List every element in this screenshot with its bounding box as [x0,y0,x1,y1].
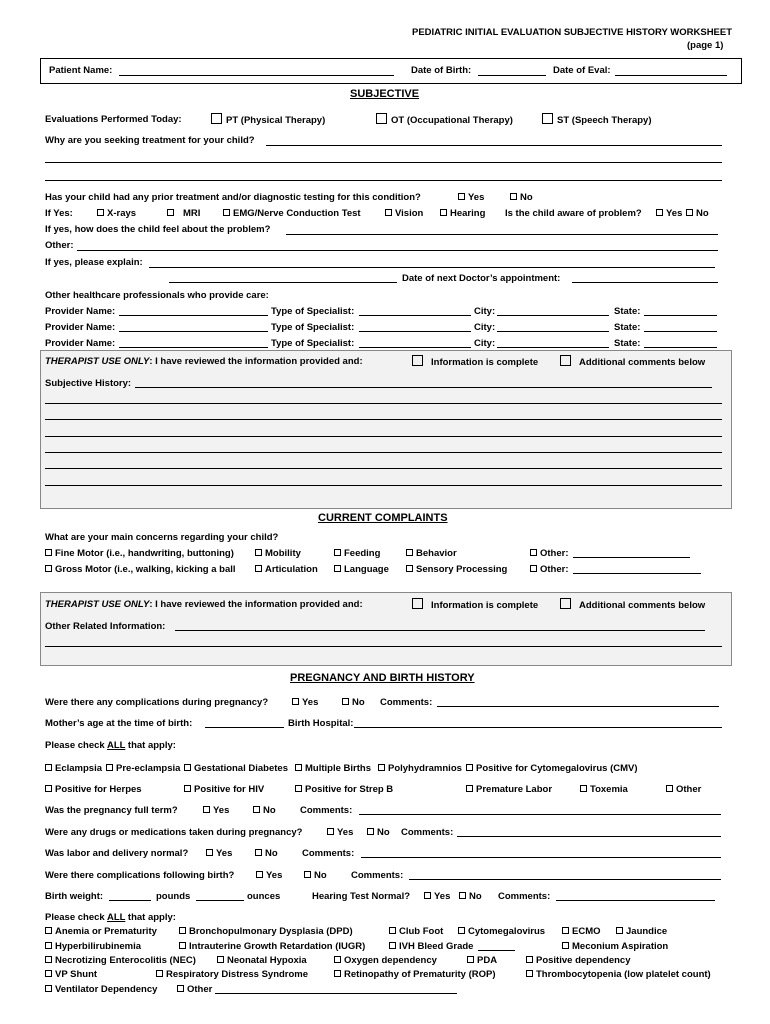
st-checkbox[interactable] [542,113,652,126]
ifyes-label: If Yes: [45,208,73,219]
type-label: Type of Specialist: [271,338,355,349]
provider-field[interactable] [119,315,268,316]
anemia-check[interactable] [45,926,157,937]
page-number: (page 1) [687,40,724,51]
oxygen-check[interactable] [334,955,437,966]
toxemia-check[interactable] [580,784,628,795]
sensory-check[interactable] [406,564,507,575]
articulation-check[interactable] [255,564,318,575]
thrombocytopenia-label: Thrombocytopenia (low platelet count) [536,969,711,980]
yes-label: Yes [216,848,233,859]
state-field[interactable] [644,347,717,348]
preeclampsia-label: Pre-eclampsia [116,763,181,774]
yes-label: Yes [337,827,354,838]
prior-question: Has your child had any prior treatment and/or diagnostic testing for this condition? [45,192,421,203]
aware-question: Is the child aware of problem? [505,208,642,219]
additional-label-1: Additional comments below [579,357,706,368]
provider-label: Provider Name: [45,306,116,317]
ventilator-check[interactable] [45,984,157,995]
type-label: Type of Specialist: [271,322,355,333]
nec-label: Necrotizing Enterocolitis (NEC) [55,955,196,966]
evals-label: Evaluations Performed Today: [45,114,182,125]
mri-check[interactable] [167,208,200,219]
clubfoot-check[interactable] [389,926,443,937]
check-all-emph: ALL [106,912,126,923]
complications-yes[interactable] [292,697,318,708]
ounces-label: ounces [247,891,281,902]
meconium-check[interactable] [562,941,668,952]
rop-label: Retinopathy of Prematurity (ROP) [344,969,496,980]
provider-label: Provider Name: [45,322,116,333]
jaundice-label: Jaundice [626,926,668,937]
no-label: No [377,827,390,838]
hearing-check[interactable] [440,208,485,219]
oxygen-label: Oxygen dependency [344,955,437,966]
patient-name-field[interactable] [119,75,394,76]
ivh-grade-field[interactable] [478,950,515,951]
patient-info-box [40,58,742,84]
dob-field[interactable] [478,75,546,76]
other-birth-label: Other [187,984,213,995]
followcomp-comments-label: Comments: [351,870,404,881]
check-all-pre: Please check [45,912,107,923]
city-label: City: [474,306,496,317]
premature-labor-check[interactable] [466,784,552,795]
iugr-label: Intrauterine Growth Retardation (IUGR) [189,941,366,952]
explain-field-2[interactable] [169,282,397,283]
rop-check[interactable] [334,969,496,980]
provider-field[interactable] [119,347,268,348]
type-label: Type of Specialist: [271,306,355,317]
labor-yes[interactable] [206,848,232,859]
labor-no[interactable] [255,848,278,859]
hiv-label: Positive for HIV [194,784,265,795]
sensory-label: Sensory Processing [416,564,508,575]
aware-no-label: No [696,208,709,219]
iugr-check[interactable] [179,941,365,952]
multiple-births-label: Multiple Births [305,763,371,774]
check-all-label-2 [45,912,176,923]
why-line-3[interactable] [45,180,722,181]
positive-dependency-label: Positive dependency [536,955,631,966]
other-related-field[interactable] [175,630,705,631]
check-all-post: that apply: [125,740,176,751]
ventilator-label: Ventilator Dependency [55,984,158,995]
city-label: City: [474,338,496,349]
type-field[interactable] [359,331,471,332]
hearing-yes[interactable] [424,891,450,902]
therapist-label-2: THERAPIST USE ONLY [45,599,150,610]
strepb-label: Positive for Strep B [305,784,394,795]
concerns-question: What are your main concerns regarding your child? [45,532,279,543]
city-field[interactable] [497,331,609,332]
bpd-label: Bronchopulmonary Dysplasia (DPD) [189,926,353,937]
complete-checkbox-2[interactable] [412,598,538,611]
rds-check[interactable] [156,969,308,980]
emg-check[interactable] [223,208,361,219]
other-concern-label: Other: [540,548,569,559]
prior-no[interactable] [510,192,533,203]
state-label: State: [614,322,641,333]
prior-yes[interactable] [458,192,484,203]
herpes-label: Positive for Herpes [55,784,142,795]
complaints-heading: CURRENT COMPLAINTS [318,512,448,524]
state-field[interactable] [644,331,717,332]
hyperbilirubinemia-label: Hyperbilirubinemia [55,941,142,952]
worksheet-title: PEDIATRIC INITIAL EVALUATION SUBJECTIVE HISTORY WORKSHEET [412,27,733,38]
hypoxia-check[interactable] [217,955,307,966]
cytomegalovirus-label: Cytomegalovirus [468,926,546,937]
hearing-test-label: Hearing Test Normal? [312,891,411,902]
articulation-label: Articulation [265,564,318,575]
other-concern-field-2[interactable] [573,573,701,574]
hearing-label: Hearing [450,208,486,219]
mothers-age-label: Mother’s age at the time of birth: [45,718,193,729]
other-concern-check-2[interactable] [530,564,569,575]
eclampsia-check[interactable] [45,763,102,774]
pounds-field[interactable] [109,900,151,901]
bpd-check[interactable] [179,926,353,937]
subjective-history-label: Subjective History: [45,378,132,389]
history-line[interactable] [45,419,722,420]
fullterm-no[interactable] [253,805,276,816]
language-check[interactable] [334,564,389,575]
aware-no[interactable] [686,208,709,219]
ot-label: OT (Occupational Therapy) [391,115,513,126]
additional-checkbox-2[interactable] [560,598,705,611]
ot-checkbox[interactable] [376,113,513,126]
ivh-label: IVH Bleed Grade [399,941,474,952]
complete-checkbox-1[interactable] [412,355,538,368]
prior-yes-label: Yes [468,192,485,203]
check-all-label [45,740,176,751]
history-line[interactable] [45,485,722,486]
hypoxia-label: Neonatal Hypoxia [227,955,307,966]
vision-check[interactable] [385,208,423,219]
drugs-no[interactable] [367,827,390,838]
mobility-label: Mobility [265,548,301,559]
birth-hospital-field[interactable] [354,727,722,728]
other-cond-check[interactable] [666,784,701,795]
no-label: No [265,848,278,859]
fine-motor-check[interactable] [45,548,234,559]
fullterm-yes[interactable] [203,805,229,816]
vpshunt-label: VP Shunt [55,969,98,980]
feeding-label: Feeding [344,548,381,559]
therapist-note-2 [45,599,363,610]
xrays-label: X-rays [107,208,137,219]
gross-motor-check[interactable] [45,564,236,575]
complications-no[interactable] [342,697,365,708]
birth-hospital-label: Birth Hospital: [288,718,354,729]
no-label: No [314,870,327,881]
check-all-pre: Please check [45,740,107,751]
history-field[interactable] [135,387,712,388]
doe-field[interactable] [615,75,727,76]
state-label: State: [614,338,641,349]
fullterm-comments-field[interactable] [359,814,721,815]
complications-question: Were there any complications during pregnancy? [45,697,269,708]
hyperbilirubinemia-check[interactable] [45,941,141,952]
state-field[interactable] [644,315,717,316]
city-field[interactable] [497,347,609,348]
other-concern-label-2: Other: [540,564,569,575]
why-line-2[interactable] [45,162,722,163]
other-birth-field[interactable] [215,993,457,994]
preeclampsia-check[interactable] [106,763,180,774]
premature-labor-label: Premature Labor [476,784,553,795]
explain-field[interactable] [149,267,715,268]
gestational-diabetes-check[interactable] [184,763,288,774]
drugs-question: Were any drugs or medications taken during pregnancy? [45,827,303,838]
toxemia-label: Toxemia [590,784,628,795]
strepb-check[interactable] [295,784,393,795]
anemia-label: Anemia or Prematurity [55,926,157,937]
thrombocytopenia-check[interactable] [526,969,711,980]
no-label: No [263,805,276,816]
dob-label: Date of Birth: [411,65,472,76]
feeding-check[interactable] [334,548,380,559]
fullterm-question: Was the pregnancy full term? [45,805,178,816]
explain-label: If yes, please explain: [45,257,143,268]
emg-label: EMG/Nerve Conduction Test [233,208,361,219]
cmv-check[interactable] [466,763,638,774]
gross-motor-label: Gross Motor (i.e., walking, kicking a ball [55,564,236,575]
eclampsia-label: Eclampsia [55,763,102,774]
hiv-check[interactable] [184,784,264,795]
yes-label: Yes [434,891,451,902]
cytomegalovirus-check[interactable] [458,926,545,937]
xrays-check[interactable] [97,208,136,219]
other-related-label: Other Related Information: [45,621,166,632]
drugs-comments-field[interactable] [457,836,721,837]
comments-field[interactable] [437,706,719,707]
nextappt-label: Date of next Doctor’s appointment: [402,273,561,284]
type-field[interactable] [359,347,471,348]
otherpros-label: Other healthcare professionals who provide care: [45,290,269,301]
ounces-field[interactable] [196,900,244,901]
mri-label: MRI [183,208,201,219]
pt-checkbox[interactable] [211,113,325,126]
other-concern-check[interactable] [530,548,569,559]
drugs-comments-label: Comments: [401,827,454,838]
history-line[interactable] [45,452,722,453]
complete-label-2: Information is complete [431,600,539,611]
labor-question: Was labor and delivery normal? [45,848,189,859]
pda-label: PDA [477,955,498,966]
followcomp-no[interactable] [304,870,327,881]
positive-dependency-check[interactable] [526,955,631,966]
gestational-diabetes-label: Gestational Diabetes [194,763,288,774]
city-field[interactable] [497,315,609,316]
complete-label-1: Information is complete [431,357,539,368]
yes-label: Yes [302,697,319,708]
no-label: No [469,891,482,902]
patient-name-label: Patient Name: [49,65,113,76]
feel-field[interactable] [286,234,718,235]
therapist-text-2: : I have reviewed the information provided and: [149,599,363,610]
st-label: ST (Speech Therapy) [557,115,652,126]
herpes-check[interactable] [45,784,142,795]
followcomp-question: Were there complications following birth? [45,870,235,881]
why-question: Why are you seeking treatment for your child? [45,135,255,146]
pda-check[interactable] [467,955,497,966]
therapist-label-1: THERAPIST USE ONLY [45,356,150,367]
vision-label: Vision [395,208,424,219]
other-label: Other: [45,240,74,251]
pt-label: PT (Physical Therapy) [226,115,326,126]
mobility-check[interactable] [255,548,301,559]
history-line[interactable] [45,436,722,437]
language-label: Language [344,564,389,575]
check-all-emph: ALL [106,740,126,751]
check-all-post: that apply: [125,912,176,923]
nec-check[interactable] [45,955,196,966]
meconium-label: Meconium Aspiration [572,941,669,952]
other-field[interactable] [77,250,718,251]
mothers-age-field[interactable] [205,727,284,728]
aware-yes-label: Yes [666,208,683,219]
behavior-check[interactable] [406,548,457,559]
pounds-label: pounds [156,891,191,902]
birth-weight-label: Birth weight: [45,891,104,902]
other-concern-field[interactable] [573,557,690,558]
provider-label: Provider Name: [45,338,116,349]
followcomp-comments-field[interactable] [409,879,721,880]
ecmo-label: ECMO [572,926,601,937]
why-field[interactable] [266,145,722,146]
vpshunt-check[interactable] [45,969,97,980]
clubfoot-label: Club Foot [399,926,444,937]
comments-label: Comments: [380,697,433,708]
doe-label: Date of Eval: [553,65,611,76]
labor-comments-label: Comments: [302,848,355,859]
state-label: State: [614,306,641,317]
aware-yes[interactable] [656,208,682,219]
other-birth-check[interactable] [177,984,212,995]
fine-motor-label: Fine Motor (i.e., handwriting, buttoning) [55,548,234,559]
followcomp-yes[interactable] [256,870,282,881]
yes-label: Yes [213,805,230,816]
history-line[interactable] [45,403,722,404]
additional-checkbox-1[interactable] [560,355,705,368]
prior-no-label: No [520,192,533,203]
other-cond-label: Other [676,784,702,795]
subjective-heading: SUBJECTIVE [350,88,420,100]
ecmo-check[interactable] [562,926,601,937]
ivh-check[interactable] [389,941,473,952]
additional-label-2: Additional comments below [579,600,706,611]
city-label: City: [474,322,496,333]
type-field[interactable] [359,315,471,316]
therapist-text-1: : I have reviewed the information provided and: [149,356,363,367]
hearing-comments-label: Comments: [498,891,551,902]
behavior-label: Behavior [416,548,457,559]
multiple-births-check[interactable] [295,763,371,774]
nextappt-field[interactable] [572,282,718,283]
no-label: No [352,697,365,708]
cmv-label: Positive for Cytomegalovirus (CMV) [476,763,638,774]
jaundice-check[interactable] [616,926,667,937]
yes-label: Yes [266,870,283,881]
rds-label: Respiratory Distress Syndrome [166,969,309,980]
hearing-no[interactable] [459,891,482,902]
labor-comments-field[interactable] [361,857,721,858]
polyhydramnios-check[interactable] [378,763,462,774]
history-line[interactable] [45,468,722,469]
pregnancy-heading: PREGNANCY AND BIRTH HISTORY [290,672,475,684]
other-related-line[interactable] [45,646,722,647]
provider-field[interactable] [119,331,268,332]
hearing-comments-field[interactable] [556,900,715,901]
feel-question: If yes, how does the child feel about the problem? [45,224,271,235]
therapist-note-1 [45,356,363,367]
drugs-yes[interactable] [327,827,353,838]
fullterm-comments-label: Comments: [300,805,353,816]
polyhydramnios-label: Polyhydramnios [388,763,462,774]
